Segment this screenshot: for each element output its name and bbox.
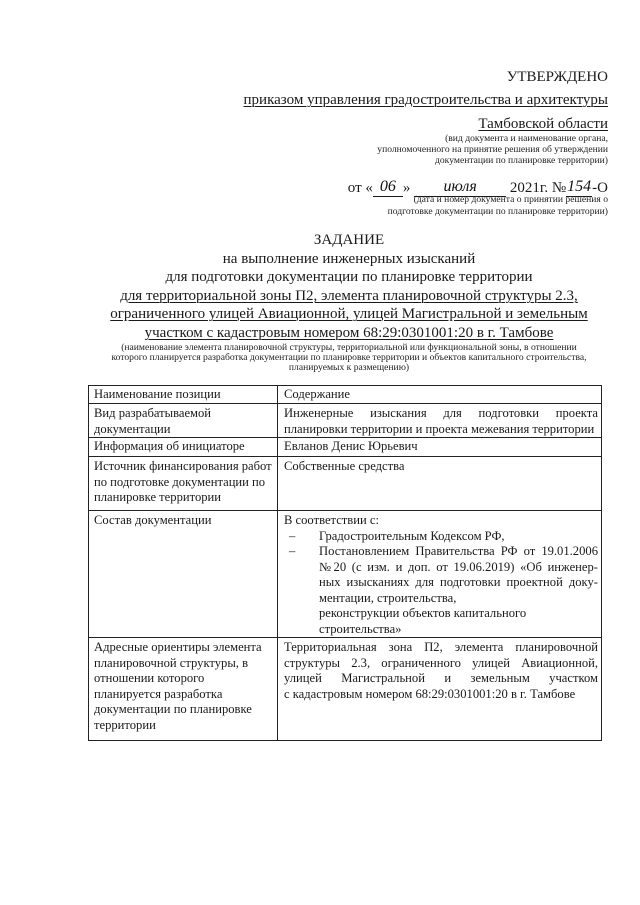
cell-line: планировке территории — [94, 490, 222, 504]
cell-line: документации по планировке — [94, 702, 252, 716]
row-value-address-references — [278, 638, 602, 741]
task-subject-caption — [60, 343, 638, 373]
approval-caption-line: уполномоченного на принятие решения об утверждении — [377, 144, 608, 155]
handwritten-order-number: 154 — [567, 178, 592, 195]
cell-line: Евланов Денис Юрьевич — [284, 439, 418, 453]
row-value-documentation-composition — [278, 511, 602, 638]
composition-intro: В соответствии с: — [284, 513, 379, 527]
approval-caption-line: (вид документа и наименование органа, — [445, 133, 608, 144]
handwritten-month: июля — [443, 178, 477, 195]
cell-line: Вид разрабатываемой — [94, 406, 212, 420]
row-value-funding-source — [278, 457, 602, 511]
date-year-label: 2021г. № — [509, 180, 567, 196]
list-dash: – — [289, 528, 296, 543]
row-label-address-references — [89, 638, 278, 741]
row-label-initiator — [89, 438, 278, 457]
cell-line: Адресные ориентиры элемента — [94, 640, 262, 654]
task-subject-line: ограниченного улицей Авиационной, улицей Магистральной и земельным — [110, 306, 588, 323]
task-caption-line: которого планируется разработка документации по планировке территории и объектов капитального строительства, — [111, 352, 587, 363]
cell-line: территории — [94, 717, 156, 732]
task-heading: ЗАДАНИЕ — [313, 232, 385, 248]
row-value-initiator — [278, 438, 602, 457]
approving-order-line: приказом управления градостроительства и архитектуры — [243, 92, 608, 108]
header-label: Содержание — [284, 387, 350, 401]
header-label: Наименование позиции — [94, 387, 221, 401]
task-subject-line: участком с кадастровым номером 68:29:0301001:20 в г. Тамбове — [144, 324, 554, 341]
task-purpose-line: для подготовки документации по планировке территории — [165, 269, 533, 286]
cell-line: документации — [94, 421, 171, 436]
list-dash: – — [289, 544, 296, 558]
row-label-documentation-composition — [89, 511, 278, 638]
cell-line: Собственные средства — [284, 459, 405, 473]
cell-line: Информация об инициаторе — [94, 439, 245, 453]
date-day-close: » — [402, 180, 411, 196]
cell-line: Территориальная зона П2, элемента планировочной — [284, 640, 598, 654]
approving-region-line: Тамбовской области — [478, 116, 608, 132]
cell-line: планировки территории и проекта межевания территории — [284, 421, 595, 436]
cell-line: Градостроительным Кодексом РФ, — [319, 528, 505, 543]
approval-caption — [377, 133, 608, 166]
table-header-position — [89, 386, 278, 404]
task-title-block — [88, 231, 610, 343]
cell-line: строительства» — [319, 621, 402, 636]
cell-line: №20 (с изм. и доп. от 19.06.2019) «Об инженер- — [319, 559, 598, 574]
row-label-document-type — [89, 404, 278, 438]
cell-line: планируется разработка — [94, 686, 223, 701]
date-caption-line: подготовке документации по планировке территории) — [387, 206, 608, 217]
row-label-funding-source — [89, 457, 278, 511]
date-caption — [388, 194, 608, 218]
approval-title: УТВЕРЖДЕНО — [506, 69, 608, 85]
handwritten-day: 06 — [379, 178, 396, 195]
date-prefix: от « — [347, 180, 373, 196]
composition-list-item — [284, 544, 598, 637]
task-caption-line: (наименование элемента планировочной структуры, территориальной или функциональной зоны, в отношении — [121, 342, 577, 353]
task-table — [88, 385, 602, 741]
task-purpose-line: на выполнение инженерных изысканий — [222, 250, 476, 267]
cell-line: отношении которого — [94, 671, 205, 685]
date-caption-line: (дата и номер документа о принятии решения о — [413, 194, 608, 205]
cell-line: ментации, строительства, — [319, 590, 457, 605]
cell-line: Постановлением Правительства РФ от 19.01.2006 — [319, 544, 598, 558]
task-subject-line: для территориальной зоны П2, элемента планировочной структуры 2.3, — [120, 287, 578, 304]
task-caption-line: планируемых к размещению) — [288, 362, 410, 373]
cell-line: структуры 2.3, ограниченного улицей Авиационной, — [284, 655, 598, 670]
composition-list-item — [284, 529, 598, 545]
cell-line: ных изысканиях для подготовки проектной доку- — [319, 575, 598, 589]
order-number-suffix: -О — [592, 180, 608, 196]
table-header-content — [278, 386, 602, 404]
cell-line: по подготовке документации по — [94, 474, 266, 489]
cell-line: Источник финансирования работ — [94, 459, 272, 473]
cell-line: реконструкции объектов капитального — [319, 606, 527, 620]
cell-line: Состав документации — [94, 513, 212, 527]
cell-line: планировочной структуры, в — [94, 655, 249, 670]
cell-line: Инженерные изыскания для подготовки проекта — [284, 406, 598, 420]
row-value-document-type — [278, 404, 602, 438]
approval-caption-line: документации по планировке территории) — [435, 155, 608, 166]
cell-line: улицей Магистральной и земельным участком — [284, 671, 598, 685]
cell-line: с кадастровым номером 68:29:0301001:20 в г. Тамбове — [284, 686, 576, 701]
